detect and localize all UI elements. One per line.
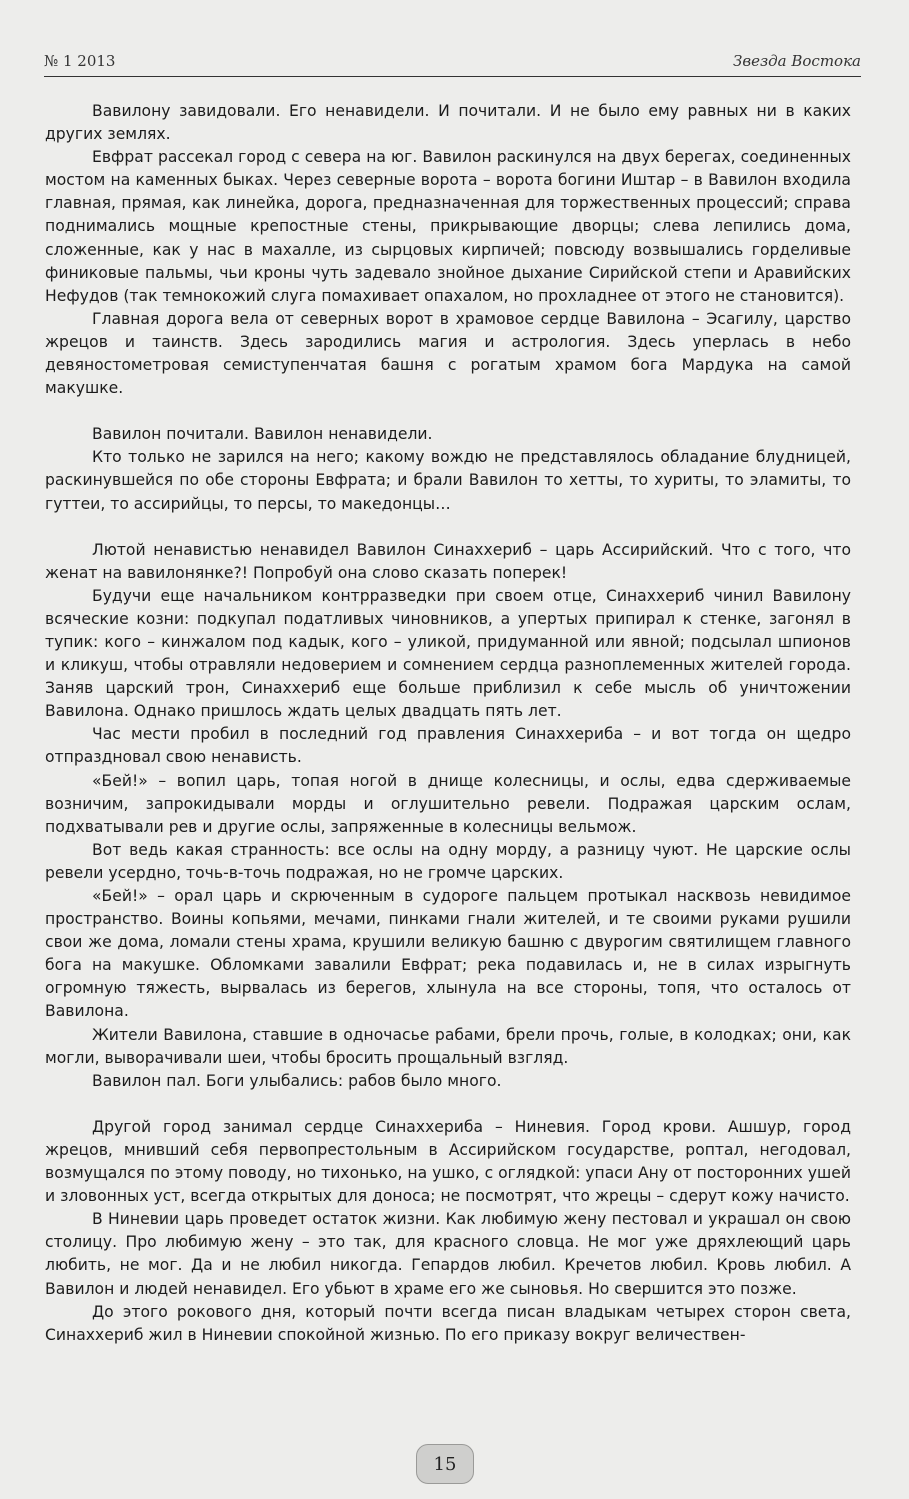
paragraph: Вавилону завидовали. Его ненавидели. И почитали. И не было ему равных ни в каких других землях. — [45, 102, 851, 144]
paragraph: Вавилон пал. Боги улыбались: рабов было много. — [92, 1071, 502, 1090]
paragraph: До этого рокового дня, который почти всегда писан владыкам четырех сторон света, Синаххериб жил в Ниневии спокойной жизнью. По его приказу вокруг величествен- — [45, 1302, 851, 1344]
paragraph: Кто только не зарился на него; какому вождю не представлялось обладание блудницей, раскинувшейся по обе стороны Евфрата; и брали Вавилон то хетты, то хуриты, то эламиты, то гуттеи, то ассирийцы, то персы, то македонцы… — [45, 448, 851, 513]
paragraph: Главная дорога вела от северных ворот в храмовое сердце Вавилона – Эсагилу, царство жрецов и таинств. Здесь зародились магия и астрология. Здесь уперлась в небо девяностометровая семиступенчатая башня с рогатым храмом бога Мардука на самой макушке. — [45, 309, 851, 398]
paragraph: Вот ведь какая странность: все ослы на одну морду, а разницу чуют. Не царские ослы ревели усердно, точь-в-точь подражая, но не громче царских. — [45, 840, 851, 882]
paragraph: «Бей!» – орал царь и скрюченным в судороге пальцем протыкал насквозь невидимое пространство. Воины копьями, мечами, пинками гнали жителей, и те своими руками рушили свои же дома, ломали стены храма, крушили великую башню с двурогим святилищем главного бога на макушке. Обломками завалили Евфрат; река подавилась и, не в силах изрыгнуть огромную тяжесть, вырвалась из берегов, хлынула на все стороны, топя, что осталось от Вавилона. — [45, 887, 851, 1021]
paragraph: Вавилон почитали. Вавилон ненавидели. — [92, 425, 433, 444]
paragraph: Будучи еще начальником контрразведки при своем отце, Синаххериб чинил Вавилону всяческие козни: подкупал податливых чиновников, а упертых припирал к стенке, загонял в тупик: кого – кинжалом под кадык, кого – уликой, придуманной или явной; подсылал шпионов и кликуш, чтобы отравляли недоверием и сомнением сердца разноплеменных жителей города. Заняв царский трон, Синаххериб еще больше приблизил к себе мысль об уничтожении Вавилона. Однако пришлось ждать целых двадцать пять лет. — [45, 586, 851, 721]
paragraph: Евфрат рассекал город с севера на юг. Вавилон раскинулся на двух берегах, соединенных мостом на каменных быках. Через северные ворота – ворота богини Иштар – в Вавилон входила главная, прямая, как линейка, дорога, предназначенная для торжественных процессий; справа поднимались мощные крепостные стены, прикрывающие дворцы; слева лепились дома, сложенные, как у нас в махалле, из сырцовых кирпичей; повсюду возвышались горделивые финиковые пальмы, чьи кроны чуть задевало знойное дыхание Сирийской степи и Аравийских Нефудов (так темнокожий слуга помахивает опахалом, но прохладнее от этого не становится). — [45, 148, 851, 305]
paragraph: В Ниневии царь проведет остаток жизни. Как любимую жену пестовал и украшал он свою столицу. Про любимую жену – это так, для красного словца. Не мог уже дряхлеющий царь любить, не мог. Да и не любил никогда. Гепардов любил. Кречетов любил. Кровь любил. А Вавилон и людей ненавидел. Его убьют в храме его же сыновья. Но свершится это позже. — [45, 1210, 851, 1298]
page-number: 15 — [416, 1444, 474, 1484]
journal-title: Звезда Востока — [733, 52, 861, 70]
paragraph: Другой город занимал сердце Синаххериба – Ниневия. Город крови. Ашшур, город жрецов, мнивший себя первопрестольным в Ассирийском государстве, роптал, негодовал, возмущался по этому поводу, но тихонько, на ушко, с оглядкой: упаси Ану от посторонних ушей и зловонных уст, всегда открытых для доноса; не посмотрят, что жрецы – сдерут кожу начисто. — [45, 1117, 851, 1206]
paragraph: Жители Вавилона, ставшие в одночасье рабами, брели прочь, голые, в колодках; они, как могли, выворачивали шеи, чтобы бросить прощальный взгляд. — [45, 1025, 851, 1067]
paragraph: Час мести пробил в последний год правления Синаххериба – и вот тогда он щедро отпраздновал свою ненависть. — [45, 725, 851, 767]
paragraph: «Бей!» – вопил царь, топая ногой в днище колесницы, и ослы, едва сдерживаемые возничим, запрокидывали морды и оглушительно ревели. Подражая царским ослам, подхватывали рев и другие ослы, запряженные в колесницы вельмож. — [45, 771, 851, 836]
running-header — [44, 48, 861, 77]
article-body — [45, 100, 851, 1347]
paragraph: Лютой ненавистью ненавидел Вавилон Синаххериб – царь Ассирийский. Что с того, что женат на вавилонянке?! Попробуй она слово сказать поперек! — [45, 540, 851, 582]
issue-label: № 1 2013 — [44, 52, 116, 70]
